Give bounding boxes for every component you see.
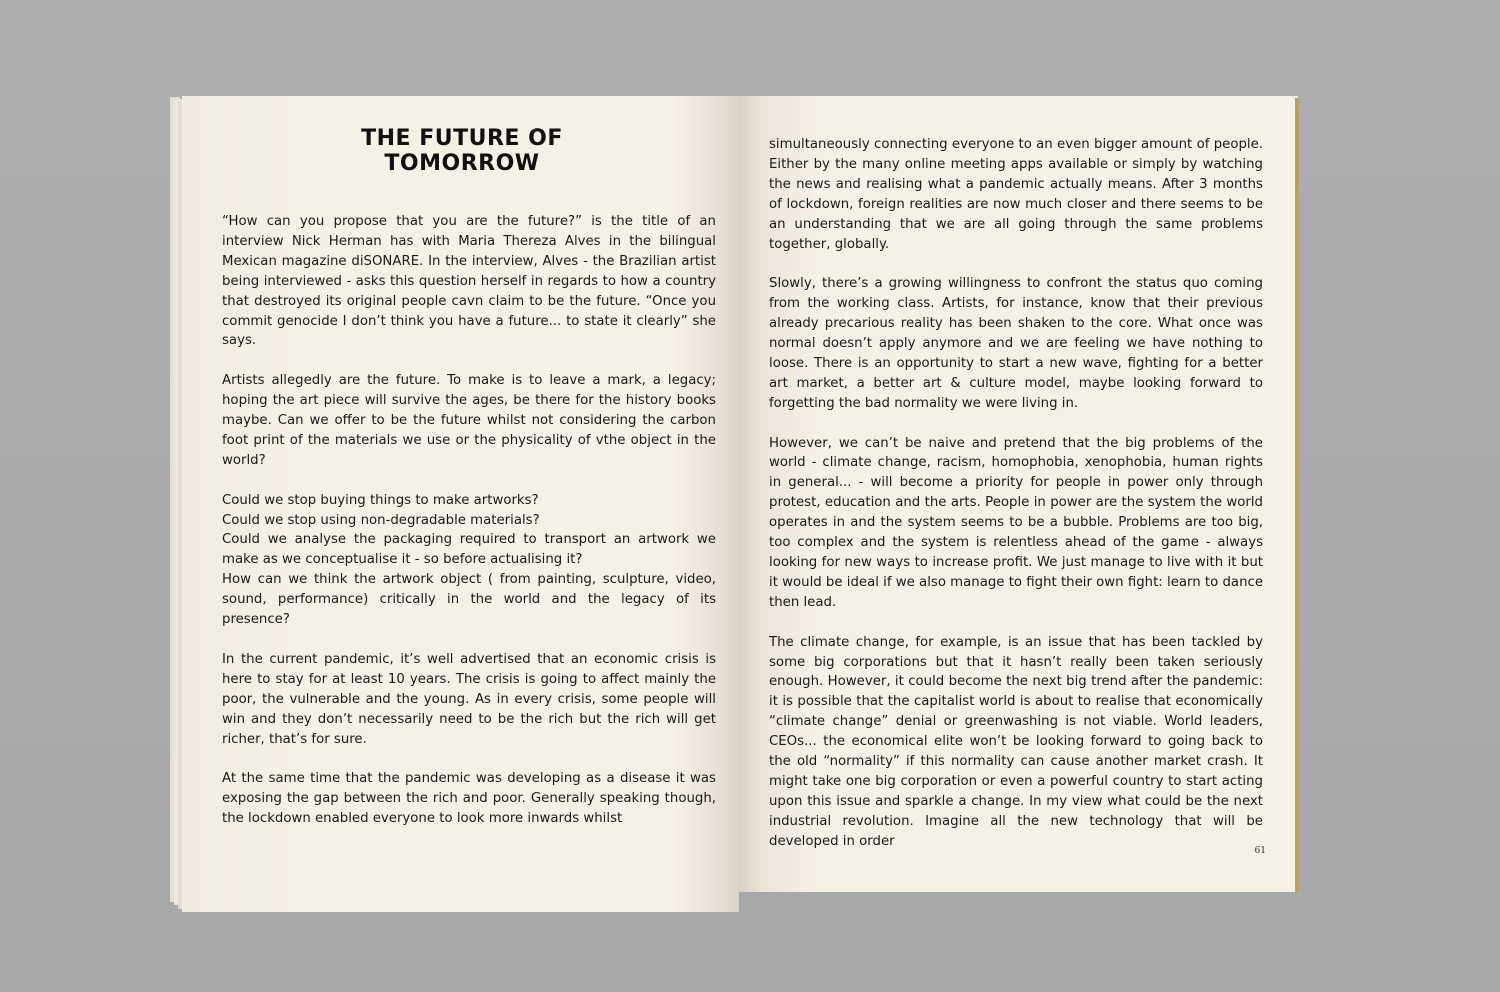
right-text-column	[769, 135, 1263, 852]
question-line: How can we think the artwork object ( from painting, sculpture, video, sound, performance) critically in the world and the legacy of its presence?	[222, 572, 716, 628]
question-line: Could we stop buying things to make artworks?	[222, 492, 539, 508]
paragraph: In the current pandemic, it’s well advertised that an economic crisis is here to stay for at least 10 years. The crisis is going to affect mainly the poor, the vulnerable and the young. As in every crisis, some people will win and they don’t necessarily need to be the rich but the rich will get richer, that’s for sure.	[222, 651, 716, 747]
left-text-column	[222, 212, 716, 829]
page-edge	[1295, 98, 1299, 893]
right-page	[738, 96, 1298, 892]
question-line: Could we analyse the packaging required to transport an artwork we make as we conceptualise it - so before actualising it?	[222, 532, 716, 568]
page-number: 61	[1254, 846, 1266, 856]
paragraph: However, we can’t be naive and pretend that the big problems of the world - climate change, racism, homophobia, xenophobia, human rights in general... - will become a priority for people in power only through protest, education and the arts. People in power are the system the world operates in and the system seems to be a bubble. Problems are too big, too complex and the system is relentless ahead of the game - always looking for new ways to increase profit. We just manage to live with it but it would be ideal if we also manage to fight their own fight: learn to dance then lead.	[769, 435, 1263, 610]
paragraph: “How can you propose that you are the future?” is the title of an interview Nick Herman has with Maria Thereza Alves in the bilingual Mexican magazine diSONARE. In the interview, Alves - the Brazilian artist being interviewed - asks this question herself in regards to how a country that destroyed its original people cavn claim to be the future. “Once you commit genocide I don’t think you have a future... to state it clearly” she says.	[222, 214, 716, 349]
article-title: THE FUTURE OF TOMORROW	[361, 126, 563, 176]
question-line: Could we stop using non-degradable materials?	[222, 512, 540, 528]
left-page	[182, 96, 739, 912]
paragraph: The climate change, for example, is an issue that has been tackled by some big corporations but that it hasn’t really been taken seriously enough. However, it could become the next big trend after the pandemic: it is possible that the capitalist world is about to realise that economically “climate change” denial or greenwashing is not viable. World leaders, CEOs... the economical elite won’t be looking forward to going back to the old “normality” if this normality can cause another market crash. It might take one big corporation or even a powerful country to start acting upon this issue and sparkle a change. In my view what could be the next industrial revolution. Imagine all the new technology that will be developed in order	[769, 634, 1263, 849]
paragraph: simultaneously connecting everyone to an even bigger amount of people. Either by the many online meeting apps available or simply by watching the news and realising what a pandemic actually means. After 3 months of lockdown, foreign realities are now much closer and there seems to be an understanding that we are all going through the same problems together, globally.	[769, 137, 1263, 252]
paragraph: Slowly, there’s a growing willingness to confront the status quo coming from the working class. Artists, for instance, know that their previous already precarious reality has been shaken to the core. What once was normal doesn’t apply anymore and we are feeling we have nothing to loose. There is an opportunity to start a new wave, fighting for a better art market, a better art & culture model, maybe looking forward to forgetting the bad normality we were living in.	[769, 276, 1263, 411]
paragraph: Artists allegedly are the future. To make is to leave a mark, a legacy; hoping the art piece will survive the ages, be there for the history books maybe. Can we offer to be the future whilst not considering the carbon foot print of the materials we use or the physicality of vthe object in the world?	[222, 373, 716, 468]
paragraph: At the same time that the pandemic was developing as a disease it was exposing the gap between the rich and poor. Generally speaking though, the lockdown enabled everyone to look more inwards whilst	[222, 771, 716, 827]
